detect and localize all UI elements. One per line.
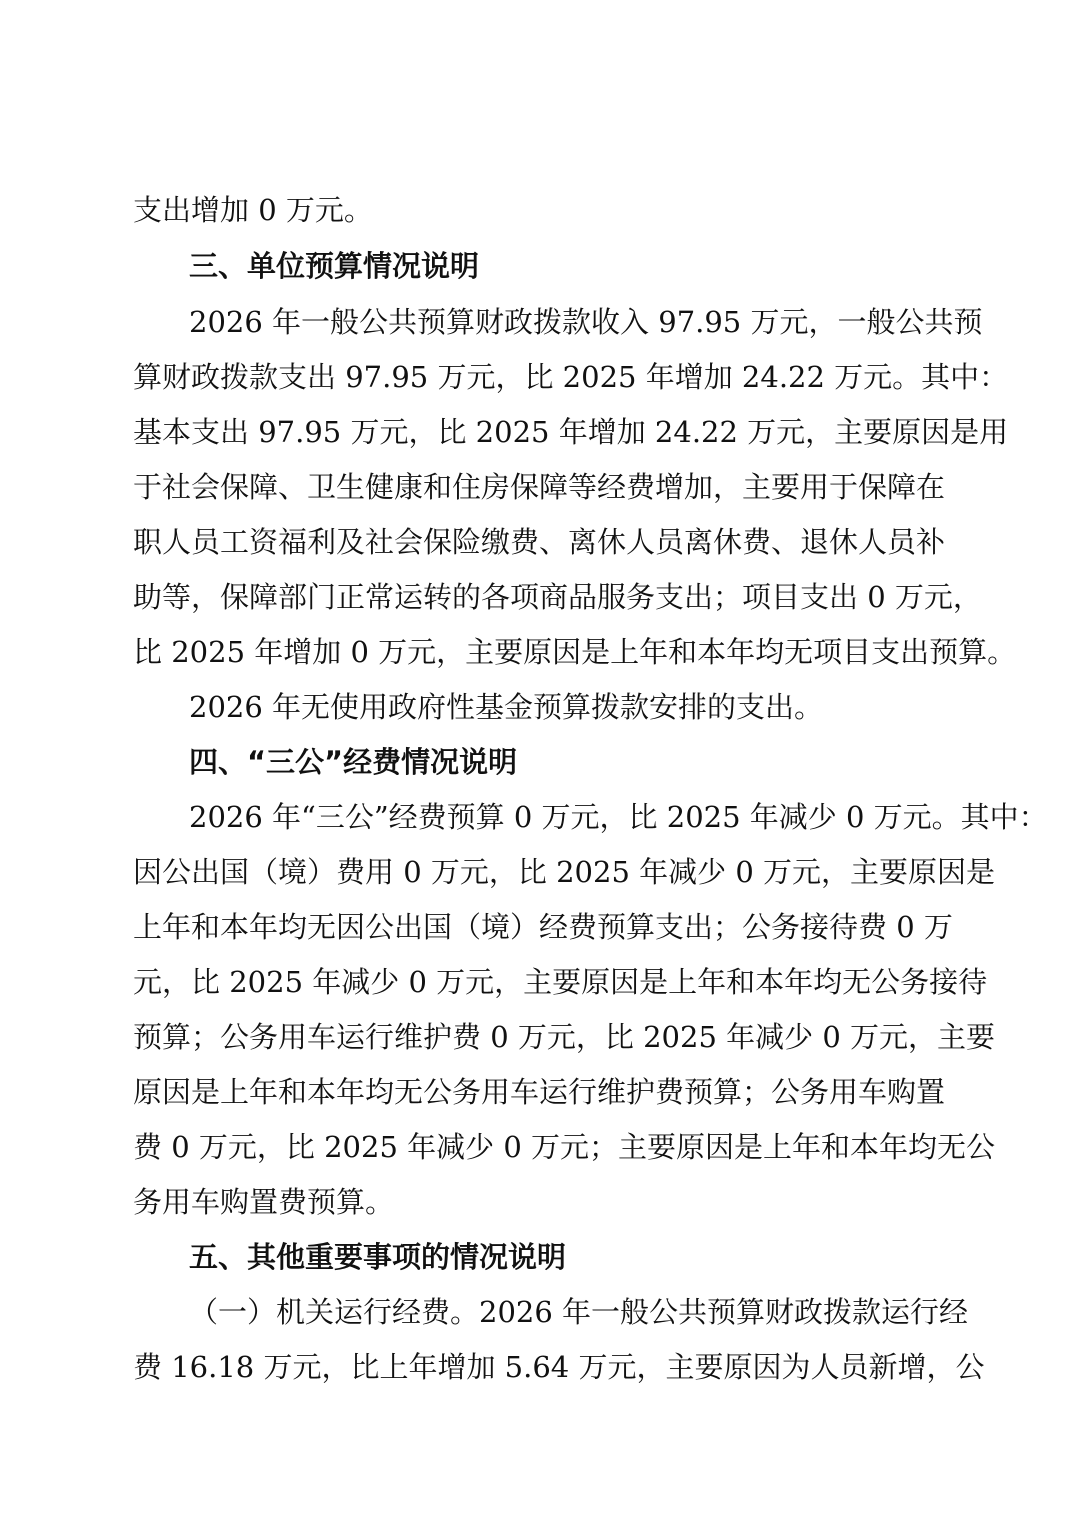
body-line: （一）机关运行经费。2026 年一般公共预算财政拨款运行经 (189, 1295, 969, 1329)
body-line: 于社会保障、卫生健康和住房保障等经费增加，主要用于保障在 (133, 470, 946, 504)
body-line: 助等，保障部门正常运转的各项商品服务支出；项目支出 0 万元， (133, 580, 982, 614)
section-heading-5: 五、其他重要事项的情况说明 (189, 1240, 567, 1274)
body-line: 费 0 万元，比 2025 年减少 0 万元；主要原因是上年和本年均无公 (133, 1130, 996, 1164)
body-line: 因公出国（境）费用 0 万元，比 2025 年减少 0 万元，主要原因是 (133, 855, 996, 889)
body-line: 基本支出 97.95 万元，比 2025 年增加 24.22 万元，主要原因是用 (133, 415, 1009, 449)
body-line: 原因是上年和本年均无公务用车运行维护费预算；公务用车购置 (133, 1075, 946, 1109)
body-line: 费 16.18 万元，比上年增加 5.64 万元，主要原因为人员新增，公 (133, 1350, 985, 1384)
body-line: 支出增加 0 万元。 (133, 193, 373, 227)
section-heading-3: 三、单位预算情况说明 (189, 249, 480, 283)
body-line: 2026 年“三公”经费预算 0 万元，比 2025 年减少 0 万元。其中： (189, 800, 1048, 834)
body-line: 2026 年一般公共预算财政拨款收入 97.95 万元，一般公共预 (189, 305, 983, 339)
body-line: 元，比 2025 年减少 0 万元，主要原因是上年和本年均无公务接待 (133, 965, 988, 999)
body-line: 务用车购置费预算。 (133, 1185, 395, 1219)
body-line: 2026 年无使用政府性基金预算拨款安排的支出。 (189, 690, 824, 724)
body-line: 比 2025 年增加 0 万元，主要原因是上年和本年均无项目支出预算。 (133, 635, 1017, 669)
body-line: 算财政拨款支出 97.95 万元，比 2025 年增加 24.22 万元。其中： (133, 360, 1009, 394)
body-line: 职人员工资福利及社会保险缴费、离休人员离休费、退休人员补 (133, 525, 946, 559)
section-heading-4: 四、“三公”经费情况说明 (189, 745, 518, 779)
body-line: 上年和本年均无因公出国（境）经费预算支出；公务接待费 0 万 (133, 910, 953, 944)
body-line: 预算；公务用车运行维护费 0 万元，比 2025 年减少 0 万元，主要 (133, 1020, 996, 1054)
